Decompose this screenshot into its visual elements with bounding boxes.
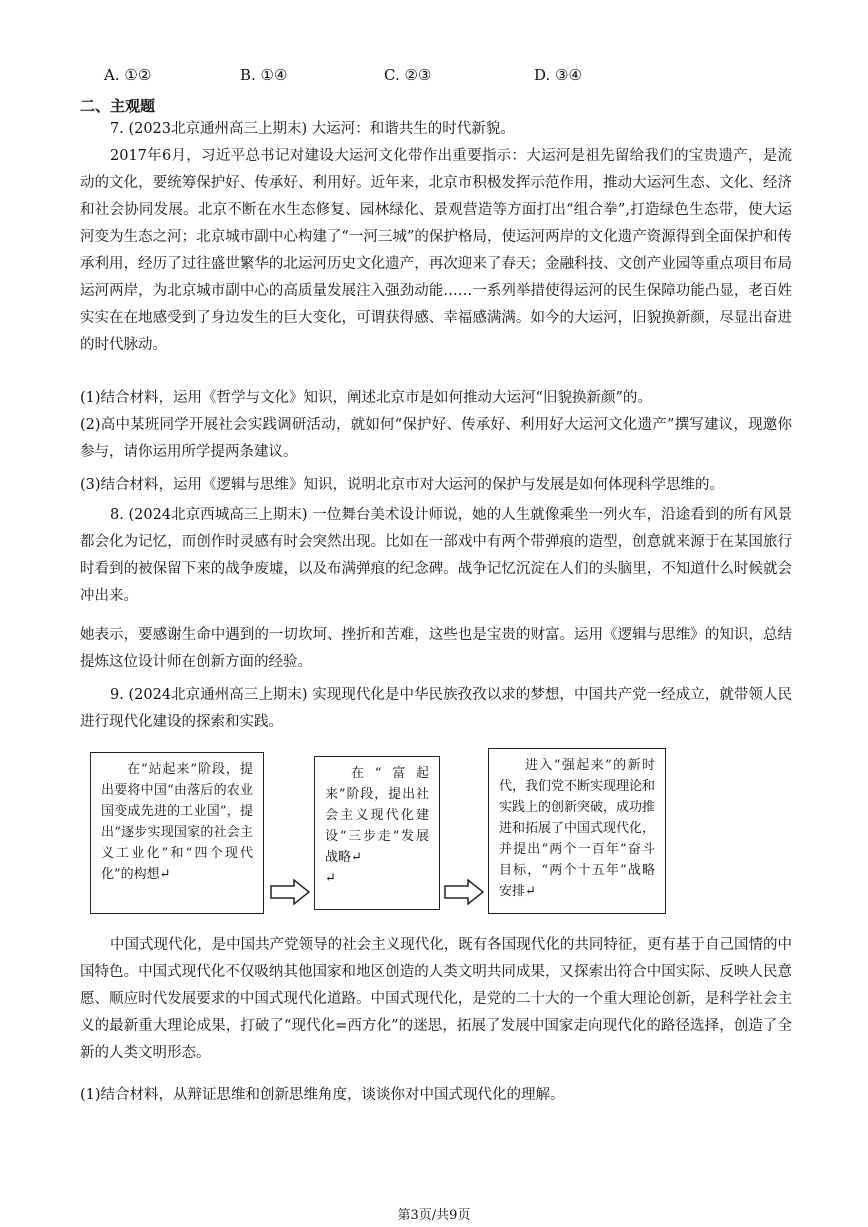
option-a: A. ①② — [104, 66, 152, 84]
option-d: D. ③④ — [534, 66, 582, 84]
stage-get-rich-box — [314, 756, 440, 910]
q7-heading: 7. (2023北京通州高三上期末) 大运河：和谐共生的时代新貌。 — [110, 121, 515, 137]
option-b: B. ①④ — [240, 66, 288, 84]
q9-heading: 9. (2024北京通州高三上期末) 实现现代化是中华民族孜孜以求的梦想，中国共产党一经成立，就带领人民进行现代化建设的探索和实践。 — [80, 687, 792, 730]
right-arrow-icon — [270, 878, 310, 906]
stage-stand-up-box — [90, 752, 264, 914]
answer-options — [80, 66, 820, 88]
q7-sub2: (2)高中某班同学开展社会实践调研活动，就如何“保护好、传承好、利用好大运河文化遗产”撰写建议，现邀你参与，请你运用所学提两条建议。 — [80, 417, 792, 460]
option-c: C. ②③ — [384, 66, 432, 84]
q7-sub1: (1)结合材料，运用《哲学与文化》知识，阐述北京市是如何推动大运河“旧貌换新颜”的。 — [80, 390, 652, 406]
modernization-flow-diagram — [90, 748, 670, 916]
q9-material: 中国式现代化，是中国共产党领导的社会主义现代化，既有各国现代化的共同特征，更有基于自己国情的中国特色。中国式现代化不仅吸纳其他国家和地区创造的人类文明共同成果，又探索出符合中国实际、反映人民意愿、顺应时代发展要求的中国式现代化道路。中国式现代化，是党的二十大的一个重大理论创新，是科学社会主义的最新重大理论成果，打破了“现代化=西方化”的迷思，拓展了发展中国家走向现代化的路径选择，创造了全新的人类文明形态。 — [80, 937, 792, 1061]
stage-get-rich-extra: ↵ — [325, 871, 336, 886]
stage-get-rich-text: 在“富起来”阶段，提出社会主义现代化建设“三步走”发展战略↵ — [325, 766, 429, 865]
q7-sub3: (3)结合材料，运用《逻辑与思维》知识，说明北京市对大运河的保护与发展是如何体现科学思维的。 — [80, 477, 725, 493]
section-title: 二、主观题 — [80, 97, 156, 115]
page-number: 第3页/共9页 — [397, 1208, 471, 1223]
stage-stand-up-text: 在“站起来”阶段，提出要将中国“由落后的农业国变成先进的工业国”，提出“逐步实现国家的社会主义工业化”和“四个现代化”的构想↵ — [101, 762, 253, 882]
q8-heading: 8. (2024北京西城高三上期末) 一位舞台美术设计师说，她的人生就像乘坐一列火车，沿途看到的所有风景都会化为记忆，而创作时灵感有时会突然出现。比如在一部戏中有两个带弹痕的造型，创意就来源于在某国旅行时看到的被保留下来的战争废墟，以及布满弹痕的纪念碑。战争记忆沉淀在人们的头脑里，不知道什么时候就会冲出来。 — [80, 507, 792, 604]
q8-body: 她表示，要感谢生命中遇到的一切坎坷、挫折和苦难，这些也是宝贵的财富。运用《逻辑与思维》的知识，总结提炼这位设计师在创新方面的经验。 — [80, 627, 792, 670]
q9-sub1: (1)结合材料，从辩证思维和创新思维角度，谈谈你对中国式现代化的理解。 — [80, 1087, 565, 1103]
q7-material: 2017年6月，习近平总书记对建设大运河文化带作出重要指示：大运河是祖先留给我们的宝贵遗产，是流动的文化，要统筹保护好、传承好、利用好。近年来，北京市积极发挥示范作用，推动大运河生态、文化、经济和社会协同发展。北京不断在水生态修复、园林绿化、景观营造等方面打出“组合拳”,打造绿色生态带，使大运河变为生态之河；北京城市副中心构建了“一河三城”的保护格局，使运河两岸的文化遗产资源得到全面保护和传承利用，经历了过往盛世繁华的北运河历史文化遗产，再次迎来了春天；金融科技、文创产业园等重点项目布局运河两岸，为北京城市副中心的高质量发展注入强劲动能……一系列举措使得运河的民生保障功能凸显，老百姓实实在在地感受到了身边发生的巨大变化，可谓获得感、幸福感满满。如今的大运河，旧貌换新颜，尽显出奋进的时代脉动。 — [80, 148, 792, 353]
stage-get-strong-text: 进入“强起来”的新时代，我们党不断实现理论和实践上的创新突破，成功推进和拓展了中国式现代化，并提出“两个一百年”奋斗目标，“两个十五年”战略安排↵ — [499, 758, 656, 899]
stage-get-strong-box — [488, 748, 666, 914]
right-arrow-icon — [444, 878, 484, 906]
